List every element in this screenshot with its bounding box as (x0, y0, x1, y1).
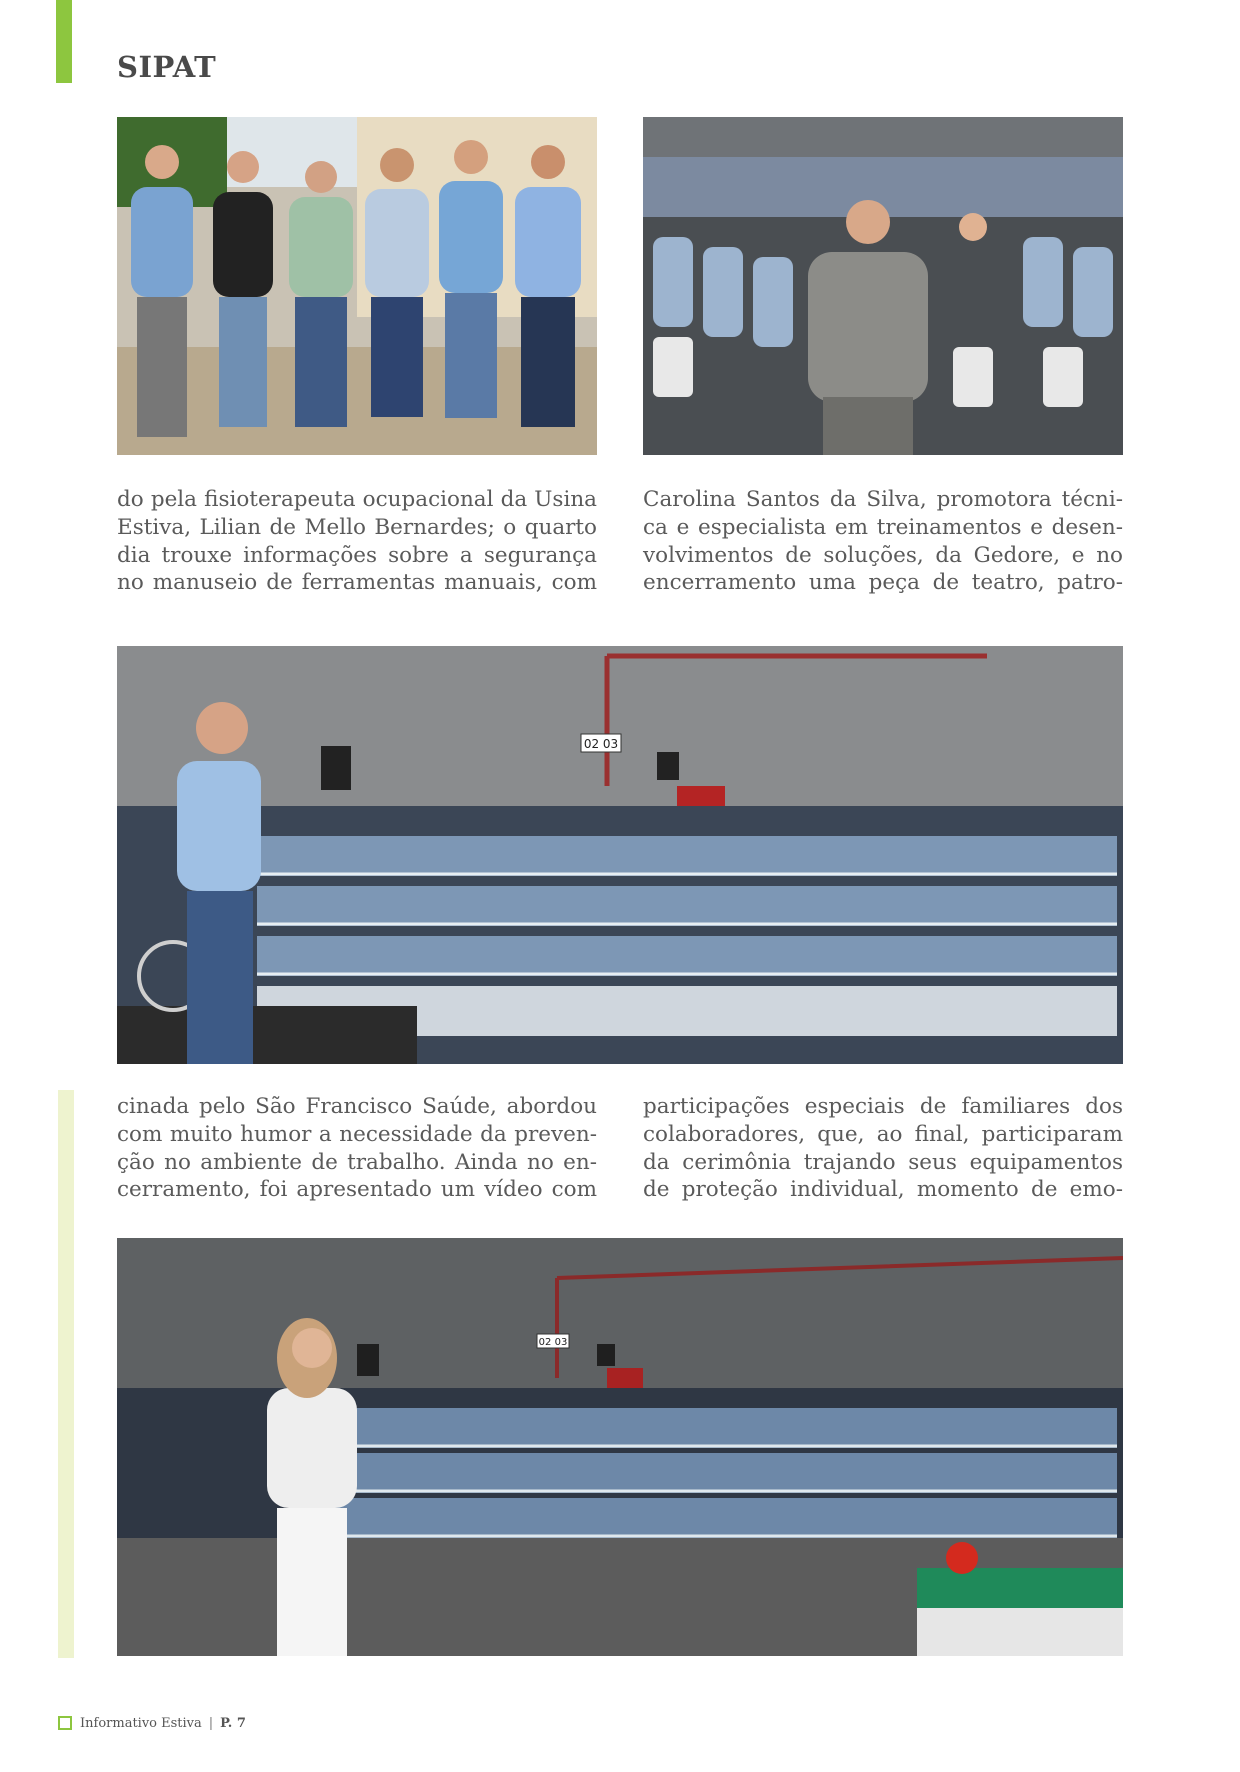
article-text-col-3 (117, 1093, 597, 1204)
article-text-col-2 (643, 486, 1123, 597)
footer-publication: Informativo Estiva (80, 1715, 202, 1731)
article-text-col-1 (117, 486, 597, 597)
text-line: encerramento uma peça de teatro, patro- (643, 570, 1123, 596)
page-title: SIPAT (117, 50, 217, 84)
photo-speaker-audience (117, 646, 1123, 1064)
wall-sign-label: 02 03 (583, 737, 619, 751)
text-line: cinada pelo São Francisco Saúde, abordou (117, 1094, 597, 1119)
text-line: Estiva, Lilian de Mello Bernardes; o quarto (117, 514, 597, 540)
page-number: P. 7 (220, 1715, 246, 1731)
text-line: participações especiais de familiares dos (643, 1094, 1123, 1119)
text-line: com muito humor a necessidade da preven- (117, 1121, 597, 1147)
footer-separator: | (208, 1715, 214, 1731)
page-footer (58, 1713, 246, 1733)
text-line: colaboradores, que, ao final, participaram (643, 1121, 1123, 1147)
text-line: volvimentos de soluções, da Gedore, e no (643, 542, 1123, 568)
text-line: ca e especialista em treinamentos e desen- (643, 514, 1123, 540)
text-line: da cerimônia trajando seus equipamentos (643, 1149, 1123, 1175)
text-line: Carolina Santos da Silva, promotora técni- (643, 487, 1123, 512)
text-line: de proteção individual, momento de emo- (643, 1177, 1123, 1203)
text-line: no manuseio de ferramentas manuais, com (117, 570, 597, 596)
text-line: dia trouxe informações sobre a segurança (117, 542, 597, 568)
text-line: cerramento, foi apresentado um vídeo com (117, 1177, 597, 1203)
photo-group-portrait (117, 117, 597, 455)
article-text-col-4 (643, 1093, 1123, 1204)
footer-square-icon (58, 1716, 72, 1730)
accent-bar-side (58, 1090, 74, 1658)
text-line: ção no ambiente de trabalho. Ainda no en- (117, 1149, 597, 1175)
photo-officer-crowd (643, 117, 1123, 455)
photo-woman-speaker (117, 1238, 1123, 1656)
wall-sign-label: 02 03 (538, 1337, 568, 1348)
text-line: do pela fisioterapeuta ocupacional da Usina (117, 487, 597, 512)
accent-bar-top (56, 0, 72, 83)
